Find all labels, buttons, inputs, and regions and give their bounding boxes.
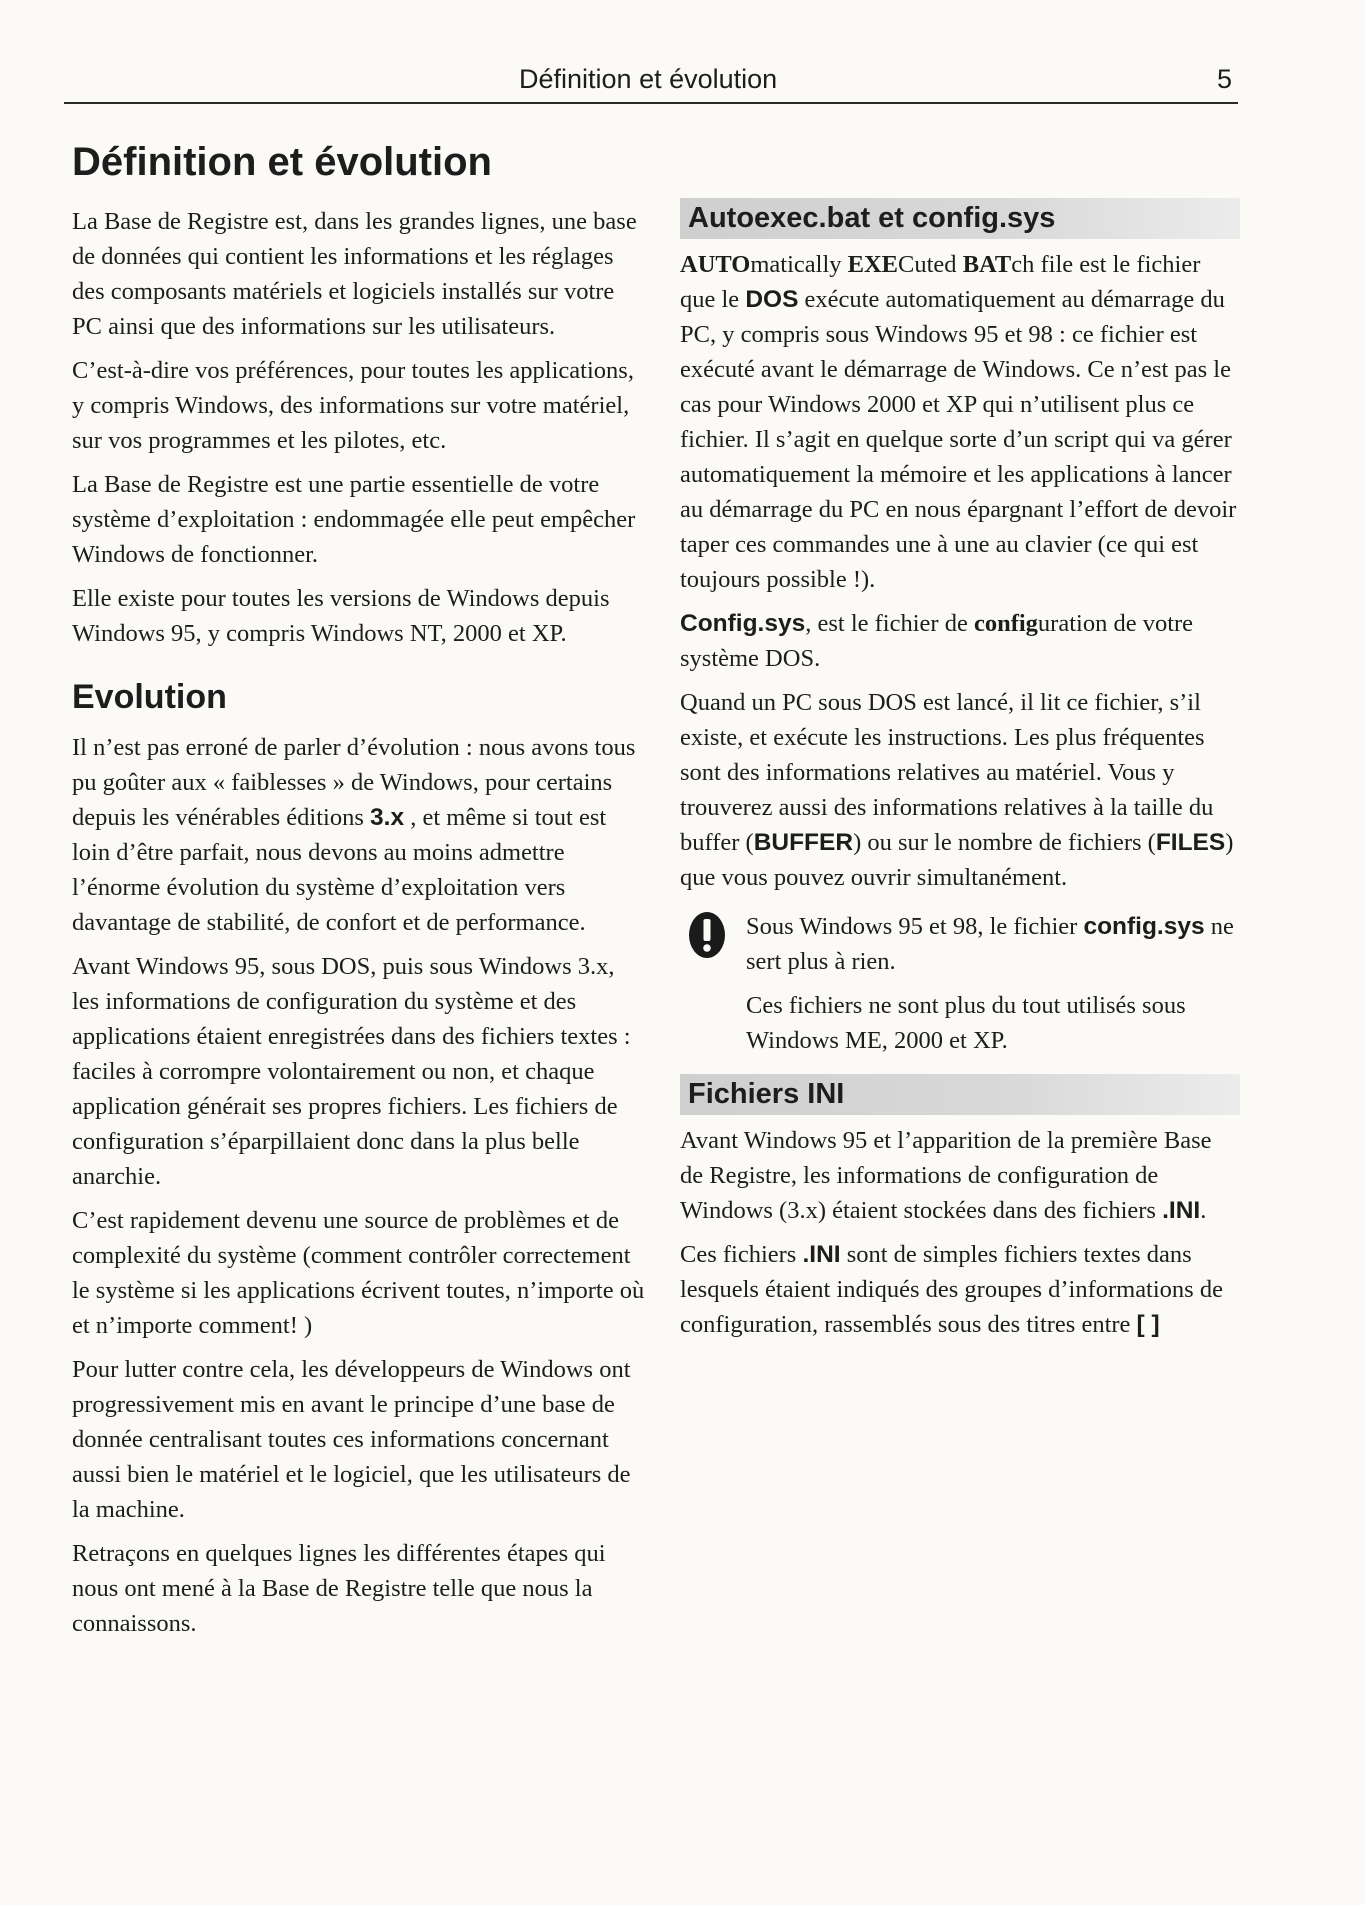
buffer-term: BUFFER bbox=[753, 829, 854, 856]
text: matically bbox=[750, 251, 848, 278]
paragraph bbox=[680, 1237, 1240, 1342]
paragraph: Pour lutter contre cela, les développeurs de Windows ont progressivement mis en avant le principe d’une base de donnée centralisant toutes ces informations concernant aussi bien le matériel et le logiciel, que les utilisateurs de la machine. bbox=[72, 1356, 631, 1524]
text: exécute automatiquement au démarrage du PC, y compris sous Windows 95 et 98 : ce fichier est exécuté avant le démarrage de Windows. Ce n’est pas le cas pour Windows 2000 et XP qui n’utilisent plus ce fichier. Il s’agit en quelque sorte d’un script qui va gérer automatiquement la mémoire et les applications à lancer au démarrage du PC en nous épargnant l’effort de devoir taper ces commandes une à une au clavier (ce qui est toujours possible !). bbox=[680, 286, 1237, 593]
acronym-letters: AUTO bbox=[680, 251, 751, 278]
text: ) ou sur le nombre de fichiers ( bbox=[853, 829, 1156, 856]
text: ) que vous pouvez ouvrir simultanément. bbox=[680, 829, 1234, 891]
paragraph: Retraçons en quelques lignes les différentes étapes qui nous ont mené à la Base de Registre telle que nous la connaissons. bbox=[72, 1540, 606, 1638]
evolution-heading: Evolution bbox=[72, 678, 227, 716]
text: Sous Windows 95 et 98, le fichier bbox=[746, 913, 1084, 940]
text: ch file est le fichier que le bbox=[680, 251, 1201, 313]
note-paragraph: Ces fichiers ne sont plus du tout utilisés sous Windows ME, 2000 et XP. bbox=[746, 992, 1186, 1054]
ini-heading: Fichiers INI bbox=[680, 1074, 1240, 1115]
brackets: [ ] bbox=[1136, 1311, 1160, 1338]
config-term: Config.sys bbox=[680, 610, 806, 637]
text: sont de simples fichiers textes dans lesquels étaient indiqués des groupes d’informations de configuration, rassemblés sous des titres entre bbox=[680, 1241, 1223, 1338]
paragraph bbox=[680, 606, 1240, 676]
autoexec-heading: Autoexec.bat et config.sys bbox=[680, 198, 1240, 239]
text: . bbox=[1200, 1197, 1207, 1224]
text: Ces fichiers bbox=[680, 1241, 803, 1268]
text: Cuted bbox=[898, 251, 963, 278]
text: uration de votre système DOS. bbox=[680, 610, 1194, 672]
text: , est le fichier de bbox=[805, 610, 974, 637]
ini-term: .INI bbox=[802, 1241, 841, 1268]
paragraph: C’est-à-dire vos préférences, pour toutes les applications, y compris Windows, des informations sur votre matériel, sur vos programmes et les pilotes, etc. bbox=[72, 357, 634, 454]
acronym-letters: EXE bbox=[847, 251, 899, 278]
text: Quand un PC sous DOS est lancé, il lit ce fichier, s’il existe, et exécute les instructions. Les plus fréquentes sont des informations relatives au matériel. Vous y trouverez aussi des informations relatives à la taille du buffer ( bbox=[680, 689, 1214, 856]
paragraph bbox=[680, 1123, 1240, 1228]
acronym-letters: BAT bbox=[962, 251, 1012, 278]
text: Avant Windows 95 et l’apparition de la première Base de Registre, les informations de configuration de Windows (3.x) étaient stockées dans des fichiers bbox=[680, 1127, 1212, 1224]
paragraph bbox=[680, 685, 1240, 895]
paragraph: C’est rapidement devenu une source de problèmes et de complexité du système (comment contrôler correctement le système si les applications écrivent toutes, n’importe où et n’importe comment! ) bbox=[72, 1207, 645, 1340]
running-header-title: Définition et évolution bbox=[519, 64, 778, 94]
warning-icon bbox=[688, 911, 726, 959]
running-header bbox=[64, 60, 1238, 104]
note-paragraph bbox=[746, 909, 1240, 979]
left-column bbox=[72, 130, 647, 1650]
paragraph: Avant Windows 95, sous DOS, puis sous Windows 3.x, les informations de configuration du système et des applications étaient enregistrées dans des fichiers textes : faciles à corrompre volontairement ou non, et chaque application générait ses propres fichiers. Les fichiers de configuration s’éparpillaient donc dans la plus belle anarchie. bbox=[72, 953, 631, 1191]
text: , et même si tout est loin d’être parfait, nous devons au moins admettre l’énorme évolution du système d’exploitation vers davantage de stabilité, de confort et de performance. bbox=[72, 804, 607, 937]
paragraph: La Base de Registre est, dans les grandes lignes, une base de données qui contient les informations et les réglages des composants matériels et logiciels installés sur votre PC ainsi que des informations sur les utilisateurs. bbox=[72, 208, 637, 340]
files-term: FILES bbox=[1155, 829, 1226, 856]
right-column bbox=[680, 198, 1240, 1351]
config-term: config.sys bbox=[1083, 913, 1205, 940]
version-term: 3.x bbox=[370, 804, 405, 832]
dos-term: DOS bbox=[745, 286, 799, 313]
paragraph bbox=[72, 730, 647, 940]
section-title: Définition et évolution bbox=[72, 140, 492, 184]
paragraph: La Base de Registre est une partie essentielle de votre système d’exploitation : endommagée elle peut empêcher Windows de fonctionner. bbox=[72, 471, 636, 568]
config-emphasis: config bbox=[973, 610, 1038, 637]
paragraph bbox=[680, 247, 1240, 597]
text: ne sert plus à rien. bbox=[746, 913, 1234, 975]
paragraph: Elle existe pour toutes les versions de Windows depuis Windows 95, y compris Windows NT, 2000 et XP. bbox=[72, 585, 610, 647]
warning-note bbox=[680, 909, 1240, 1058]
ini-term: .INI bbox=[1162, 1197, 1201, 1224]
text: Il n’est pas erroné de parler d’évolution : nous avons tous pu goûter aux « faiblesses » de Windows, pour certains depuis les vénérables éditions bbox=[72, 734, 636, 832]
page-number: 5 bbox=[1216, 64, 1232, 94]
